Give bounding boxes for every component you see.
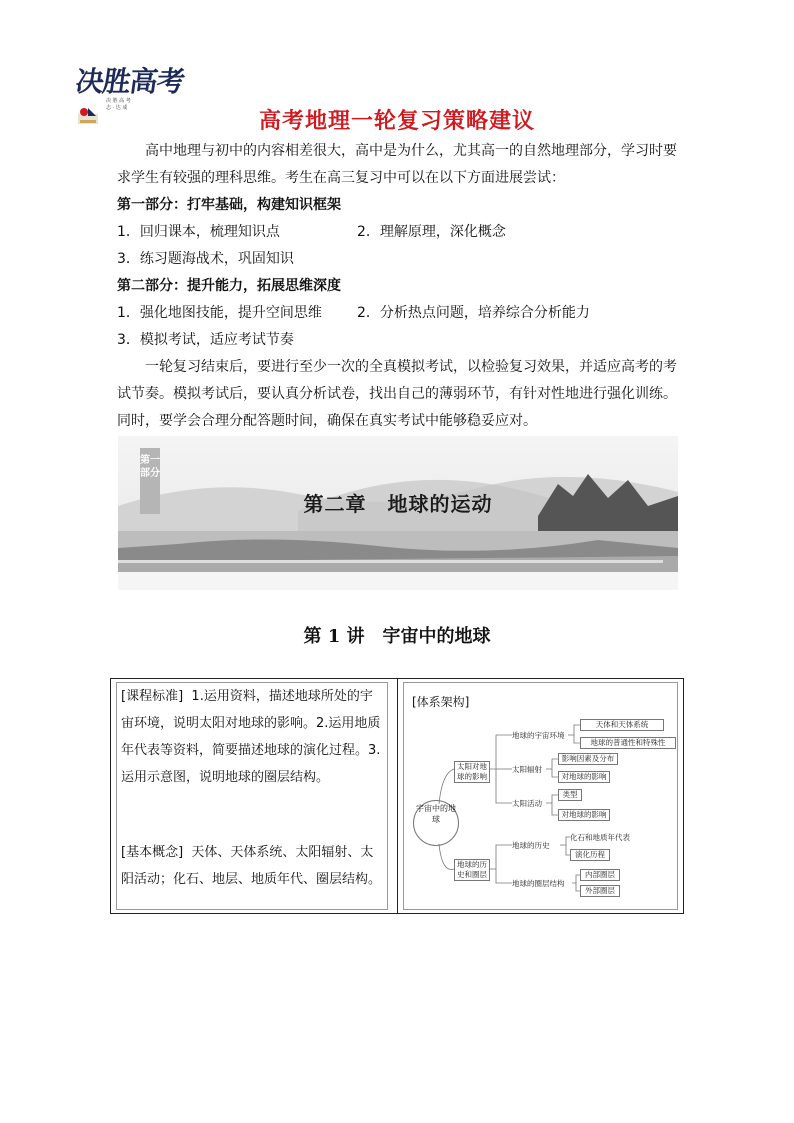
logo-subtext: 决 胜 高 考 志 · 达 成 bbox=[106, 98, 131, 111]
mindmap-node: 对地球的影响 bbox=[558, 809, 610, 821]
concepts-text: 天体、天体系统、太阳辐射、太阳活动；化石、地层、地质年代、圈层结构。 bbox=[121, 845, 382, 887]
standards-block bbox=[121, 683, 385, 791]
standards-cell bbox=[111, 679, 398, 913]
lesson-title: 第 1 讲 宇宙中的地球 bbox=[303, 626, 491, 647]
list-item: 3．模拟考试，适应考试节奏 bbox=[117, 332, 294, 348]
mindmap-node: 地球的历史 bbox=[512, 841, 550, 850]
mindmap-node: 内部圈层 bbox=[580, 869, 620, 881]
part1-heading: 第一部分：打牢基础，构建知识框架 bbox=[117, 197, 341, 213]
mindmap-node: 影响因素及分布 bbox=[558, 753, 618, 765]
chapter-title: 第二章 地球的运动 bbox=[303, 492, 493, 516]
mindmap-node: 太阳辐射 bbox=[512, 765, 542, 774]
mindmap-node: 化石和地质年代表 bbox=[570, 833, 630, 842]
mindmap-node: 地球的圈层结构 bbox=[512, 879, 565, 888]
document-title: 高考地理一轮复习策略建议 bbox=[258, 109, 535, 134]
standards-label: [课程标准] bbox=[121, 689, 184, 704]
mindmap-branch: 地球的历史和圈层 bbox=[454, 859, 490, 881]
standards-text: 1.运用资料，描述地球所处的宇宙环境，说明太阳对地球的影响。2.运用地质年代表等资料，简要描述地球的演化过程。3.运用示意图，说明地球的圈层结构。 bbox=[121, 689, 381, 785]
mindmap-node: 天体和天体系统 bbox=[580, 719, 664, 731]
part1-row bbox=[117, 219, 677, 246]
mindmap-node: 太阳活动 bbox=[512, 799, 542, 808]
logo-text: 决胜高考 bbox=[73, 65, 187, 98]
list-item: 1．强化地图技能，提升空间思维 bbox=[117, 305, 322, 321]
mindmap-branch: 太阳对地球的影响 bbox=[454, 761, 490, 783]
mindmap-node: 演化历程 bbox=[570, 849, 610, 861]
concepts-block bbox=[121, 839, 385, 893]
lesson-overview-table bbox=[110, 678, 684, 914]
part2-heading: 第二部分：提升能力，拓展思维深度 bbox=[117, 278, 341, 294]
architecture-label: [体系架构] bbox=[412, 695, 470, 709]
intro-paragraph: 高中地理与初中的内容相差很大，高中是为什么，尤其高一的自然地理部分，学习时要求学生有较强的理科思维。考生在高三复习中可以在以下方面进展尝试： bbox=[117, 143, 677, 186]
mindmap-node: 外部圈层 bbox=[580, 885, 620, 897]
mindmap-center: 宇宙中的地球 bbox=[413, 800, 459, 846]
list-item: 3．练习题海战术，巩固知识 bbox=[117, 251, 294, 267]
list-item: 2．理解原理，深化概念 bbox=[357, 224, 506, 240]
closing-paragraph: 一轮复习结束后，要进行至少一次的全真模拟考试，以检验复习效果，并适应高考的考试节奏。模拟考试后，要认真分析试卷，找出自己的薄弱环节，有针对性地进行强化训练。同时，要学会合理分配答题时间，确保在真实考试中能够稳妥应对。 bbox=[117, 359, 677, 429]
list-item: 1．回归课本，梳理知识点 bbox=[117, 224, 280, 240]
mindmap-node: 类型 bbox=[558, 789, 582, 801]
architecture-cell bbox=[398, 679, 683, 913]
list-item: 2．分析热点问题，培养综合分析能力 bbox=[357, 305, 590, 321]
part2-row bbox=[117, 300, 677, 327]
mindmap-node: 地球的普通性和特殊性 bbox=[580, 737, 676, 749]
concepts-label: [基本概念] bbox=[121, 845, 184, 860]
chapter-banner bbox=[118, 436, 678, 590]
intro-section bbox=[117, 138, 677, 435]
mindmap-connectors bbox=[404, 683, 677, 909]
mindmap-node: 对地球的影响 bbox=[558, 771, 610, 783]
part-tab: 第一部分 bbox=[140, 448, 160, 514]
mindmap-node: 地球的宇宙环境 bbox=[512, 731, 565, 740]
